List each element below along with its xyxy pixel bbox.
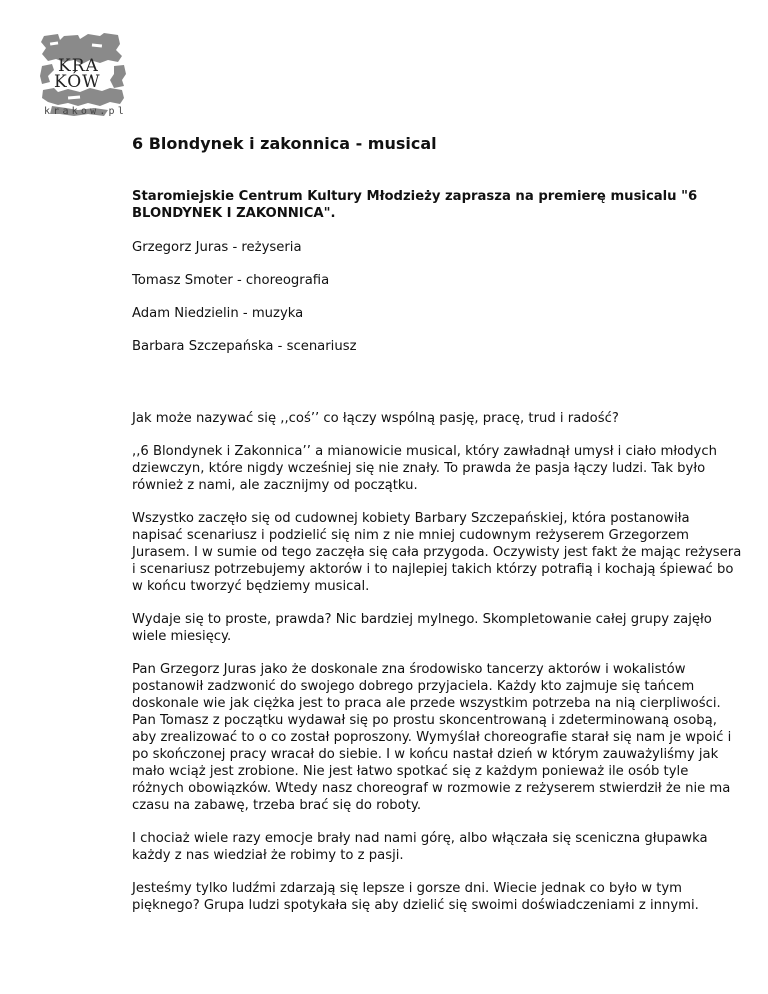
body-paragraph: Pan Grzegorz Juras jako że doskonale zna środowisko tancerzy aktorów i wokalistów postanowił zadzwonić do swojego dobrego przyjaciela. Każdy kto zajmuje się tańcem doskonale wie jak ciężka jest to praca ale przede wszystkim potrzeba na nią cierpliwości. Pan Tomasz z początku wydawał się po prostu skoncentrowaną i zdeterminowaną osobą, aby zrealizować to o co został poproszony. Wymyślał choreografie starał się nam je wpoić i po skończonej pracy wracał do siebie. I w końcu nastał dzień w którym zauważyliśmy jak mało wciąż jest zrobione. Nie jest łatwo spotkać się z każdym ponieważ ile osób tyle różnych obowiązków. Wtedy nasz choreograf w rozmowie z reżyserem stwierdził że nie ma czasu na zabawę, trzeba brać się do roboty.	[132, 662, 732, 813]
body-paragraph: Wydaje się to proste, prawda? Nic bardziej mylnego. Skompletowanie całej grupy zajęło wiele miesięcy.	[132, 612, 712, 644]
credit-choreography: Tomasz Smoter - choreografia	[132, 273, 330, 288]
article	[132, 134, 744, 930]
logo-text-line1: KRA	[58, 56, 99, 76]
body-paragraph: Jesteśmy tylko ludźmi zdarzają się lepsze i gorsze dni. Wiecie jednak co było w tym pięknego? Grupa ludzi spotykała się aby dzielić się swoimi doświadczeniami z innymi.	[132, 881, 699, 913]
page-title: 6 Blondynek i zakonnica - musical	[132, 134, 437, 153]
credit-director: Grzegorz Juras - reżyseria	[132, 240, 302, 255]
body-paragraph: I chociaż wiele razy emocje brały nad nami górę, albo włączała się sceniczna głupawka każdy z nas wiedział że robimy to z pasji.	[132, 831, 708, 863]
body-paragraph: ,,6 Blondynek i Zakonnica’’ a mianowicie musical, który zawładnął umysł i ciało młodych dziewczyn, które nigdy wcześniej się nie znały. To prawda że pasja łączy ludzi. Tak było również z nami, ale zacznijmy od początku.	[132, 444, 717, 493]
logo-caption: krakow.pl	[44, 106, 127, 117]
spacer	[132, 371, 744, 410]
credit-script: Barbara Szczepańska - scenariusz	[132, 339, 357, 354]
logo-text-line2: KÓW	[54, 72, 101, 92]
body-paragraph: Jak może nazywać się ,,coś’’ co łączy wspólną pasję, pracę, trud i radość?	[132, 411, 619, 426]
lead-paragraph: Staromiejskie Centrum Kultury Młodzieży zaprasza na premierę musicalu "6 BLONDYNEK I ZAKONNICA".	[132, 189, 698, 221]
body-paragraph: Wszystko zaczęło się od cudownej kobiety Barbary Szczepańskiej, która postanowiła napisać scenariusz i podzielić się nim z nie mniej cudownym reżyserem Grzegorzem Jurasem. I w sumie od tego zaczęła się cała przygoda. Oczywisty jest fakt że mając reżysera i scenariusz potrzebujemy aktorów i to najlepiej takich którzy potrafią i kochają śpiewać bo w końcu tworzyć będziemy musical.	[132, 511, 742, 594]
credit-music: Adam Niedzielin - muzyka	[132, 306, 304, 321]
